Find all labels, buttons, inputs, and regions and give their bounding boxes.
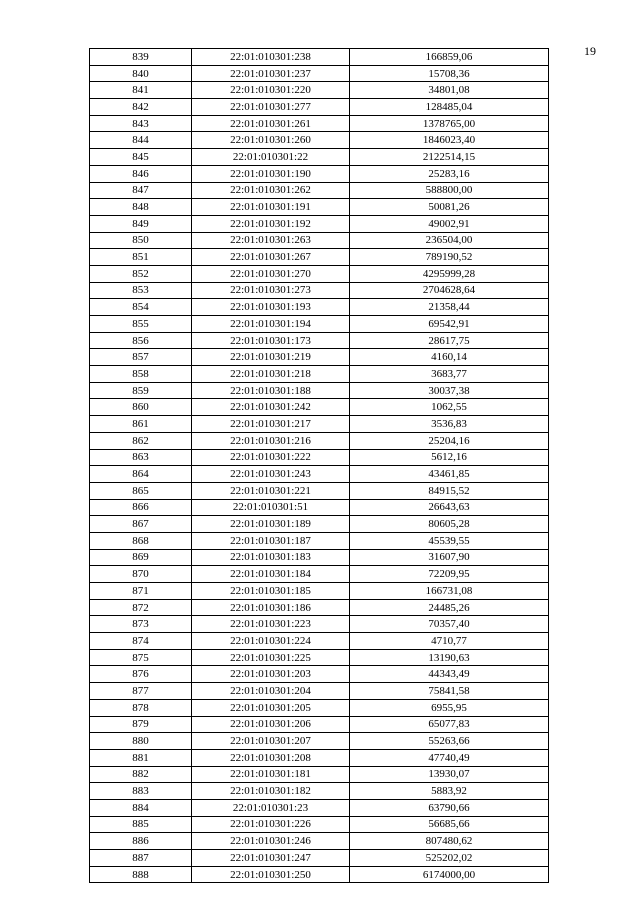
cadastral-number-cell: 22:01:010301:188 <box>192 382 350 399</box>
cadastral-number-cell: 22:01:010301:262 <box>192 182 350 199</box>
row-number-cell: 849 <box>90 215 192 232</box>
table-row <box>90 149 549 166</box>
cadastral-number-cell: 22:01:010301:273 <box>192 282 350 299</box>
table-row <box>90 332 549 349</box>
table-row <box>90 532 549 549</box>
cadastral-number-cell: 22:01:010301:237 <box>192 65 350 82</box>
row-number-cell: 852 <box>90 265 192 282</box>
row-number-cell: 854 <box>90 299 192 316</box>
row-number-cell: 855 <box>90 316 192 333</box>
table-row <box>90 482 549 499</box>
cadastral-value-cell: 75841,58 <box>350 683 549 700</box>
row-number-cell: 863 <box>90 449 192 466</box>
cadastral-value-cell: 128485,04 <box>350 99 549 116</box>
cadastral-number-cell: 22:01:010301:220 <box>192 82 350 99</box>
row-number-cell: 879 <box>90 716 192 733</box>
cadastral-number-cell: 22:01:010301:183 <box>192 549 350 566</box>
cadastral-value-cell: 166731,08 <box>350 583 549 600</box>
cadastral-value-cell: 5612,16 <box>350 449 549 466</box>
row-number-cell: 864 <box>90 466 192 483</box>
cadastral-number-cell: 22:01:010301:217 <box>192 416 350 433</box>
table-row <box>90 666 549 683</box>
cadastral-value-cell: 72209,95 <box>350 566 549 583</box>
cadastral-number-cell: 22:01:010301:242 <box>192 399 350 416</box>
cadastral-value-cell: 25283,16 <box>350 165 549 182</box>
table-row <box>90 733 549 750</box>
table-row <box>90 349 549 366</box>
row-number-cell: 851 <box>90 249 192 266</box>
cadastral-value-cell: 4160,14 <box>350 349 549 366</box>
cadastral-number-cell: 22:01:010301:243 <box>192 466 350 483</box>
table-row <box>90 399 549 416</box>
row-number-cell: 839 <box>90 49 192 66</box>
cadastral-value-cell: 2122514,15 <box>350 149 549 166</box>
row-number-cell: 868 <box>90 532 192 549</box>
table-row <box>90 366 549 383</box>
cadastral-number-cell: 22:01:010301:185 <box>192 583 350 600</box>
cadastral-value-cell: 13930,07 <box>350 766 549 783</box>
table-row <box>90 199 549 216</box>
table-row <box>90 99 549 116</box>
cadastral-value-cell: 3683,77 <box>350 366 549 383</box>
cadastral-number-cell: 22:01:010301:187 <box>192 532 350 549</box>
cadastral-number-cell: 22:01:010301:190 <box>192 165 350 182</box>
row-number-cell: 874 <box>90 633 192 650</box>
row-number-cell: 850 <box>90 232 192 249</box>
table-row <box>90 382 549 399</box>
row-number-cell: 880 <box>90 733 192 750</box>
cadastral-number-cell: 22:01:010301:246 <box>192 833 350 850</box>
cadastral-number-cell: 22:01:010301:225 <box>192 649 350 666</box>
cadastral-number-cell: 22:01:010301:267 <box>192 249 350 266</box>
cadastral-number-cell: 22:01:010301:194 <box>192 316 350 333</box>
cadastral-number-cell: 22:01:010301:277 <box>192 99 350 116</box>
cadastral-number-cell: 22:01:010301:226 <box>192 816 350 833</box>
cadastral-number-cell: 22:01:010301:208 <box>192 749 350 766</box>
table-row <box>90 249 549 266</box>
row-number-cell: 871 <box>90 583 192 600</box>
cadastral-number-cell: 22:01:010301:182 <box>192 783 350 800</box>
row-number-cell: 858 <box>90 366 192 383</box>
cadastral-value-cell: 1062,55 <box>350 399 549 416</box>
cadastral-value-cell: 807480,62 <box>350 833 549 850</box>
table-row <box>90 282 549 299</box>
cadastral-number-cell: 22:01:010301:247 <box>192 850 350 867</box>
cadastral-value-cell: 2704628,64 <box>350 282 549 299</box>
cadastral-number-cell: 22:01:010301:238 <box>192 49 350 66</box>
table-row <box>90 633 549 650</box>
cadastral-value-cell: 4295999,28 <box>350 265 549 282</box>
row-number-cell: 881 <box>90 749 192 766</box>
row-number-cell: 844 <box>90 132 192 149</box>
row-number-cell: 847 <box>90 182 192 199</box>
table-row <box>90 549 549 566</box>
table-row <box>90 499 549 516</box>
row-number-cell: 884 <box>90 799 192 816</box>
table-row <box>90 850 549 867</box>
cadastral-number-cell: 22:01:010301:186 <box>192 599 350 616</box>
cadastral-value-cell: 1378765,00 <box>350 115 549 132</box>
cadastral-value-cell: 69542,91 <box>350 316 549 333</box>
cadastral-value-cell: 26643,63 <box>350 499 549 516</box>
row-number-cell: 857 <box>90 349 192 366</box>
cadastral-number-cell: 22:01:010301:250 <box>192 866 350 883</box>
cadastral-value-cell: 6955,95 <box>350 699 549 716</box>
row-number-cell: 848 <box>90 199 192 216</box>
table-row <box>90 299 549 316</box>
table-row <box>90 432 549 449</box>
cadastral-value-cell: 28617,75 <box>350 332 549 349</box>
table-row <box>90 182 549 199</box>
cadastral-value-cell: 166859,06 <box>350 49 549 66</box>
cadastral-number-cell: 22:01:010301:192 <box>192 215 350 232</box>
table-row <box>90 683 549 700</box>
cadastral-value-cell: 50081,26 <box>350 199 549 216</box>
table-row <box>90 766 549 783</box>
cadastral-value-cell: 45539,55 <box>350 532 549 549</box>
row-number-cell: 853 <box>90 282 192 299</box>
table-row <box>90 866 549 883</box>
table-row <box>90 699 549 716</box>
cadastral-number-cell: 22:01:010301:263 <box>192 232 350 249</box>
row-number-cell: 870 <box>90 566 192 583</box>
table-row <box>90 816 549 833</box>
cadastral-number-cell: 22:01:010301:184 <box>192 566 350 583</box>
cadastral-value-cell: 25204,16 <box>350 432 549 449</box>
row-number-cell: 846 <box>90 165 192 182</box>
table-row <box>90 649 549 666</box>
cadastral-number-cell: 22:01:010301:191 <box>192 199 350 216</box>
row-number-cell: 872 <box>90 599 192 616</box>
cadastral-value-cell: 24485,26 <box>350 599 549 616</box>
table-row <box>90 132 549 149</box>
cadastral-value-cell: 3536,83 <box>350 416 549 433</box>
table-row <box>90 799 549 816</box>
table-row <box>90 716 549 733</box>
row-number-cell: 887 <box>90 850 192 867</box>
row-number-cell: 866 <box>90 499 192 516</box>
cadastral-number-cell: 22:01:010301:261 <box>192 115 350 132</box>
row-number-cell: 886 <box>90 833 192 850</box>
row-number-cell: 845 <box>90 149 192 166</box>
cadastral-value-cell: 789190,52 <box>350 249 549 266</box>
cadastral-value-cell: 34801,08 <box>350 82 549 99</box>
table-row <box>90 65 549 82</box>
row-number-cell: 856 <box>90 332 192 349</box>
cadastral-value-cell: 84915,52 <box>350 482 549 499</box>
row-number-cell: 861 <box>90 416 192 433</box>
table-row <box>90 265 549 282</box>
table-row <box>90 516 549 533</box>
table-row <box>90 49 549 66</box>
cadastral-value-cell: 13190,63 <box>350 649 549 666</box>
cadastral-value-cell: 588800,00 <box>350 182 549 199</box>
table-row <box>90 833 549 850</box>
cadastral-value-cell: 44343,49 <box>350 666 549 683</box>
row-number-cell: 862 <box>90 432 192 449</box>
row-number-cell: 883 <box>90 783 192 800</box>
cadastral-value-cell: 65077,83 <box>350 716 549 733</box>
table-row <box>90 566 549 583</box>
table-row <box>90 783 549 800</box>
row-number-cell: 877 <box>90 683 192 700</box>
cadastral-number-cell: 22:01:010301:221 <box>192 482 350 499</box>
table-body <box>90 49 549 883</box>
cadastral-number-cell: 22:01:010301:206 <box>192 716 350 733</box>
row-number-cell: 873 <box>90 616 192 633</box>
page-number: 19 <box>584 44 596 58</box>
cadastral-number-cell: 22:01:010301:219 <box>192 349 350 366</box>
row-number-cell: 865 <box>90 482 192 499</box>
row-number-cell: 860 <box>90 399 192 416</box>
cadastral-number-cell: 22:01:010301:193 <box>192 299 350 316</box>
cadastral-number-cell: 22:01:010301:222 <box>192 449 350 466</box>
table-row <box>90 165 549 182</box>
cadastral-number-cell: 22:01:010301:223 <box>192 616 350 633</box>
cadastral-value-table <box>89 48 549 883</box>
cadastral-value-cell: 31607,90 <box>350 549 549 566</box>
cadastral-value-cell: 1846023,40 <box>350 132 549 149</box>
cadastral-value-cell: 15708,36 <box>350 65 549 82</box>
table-row <box>90 115 549 132</box>
row-number-cell: 888 <box>90 866 192 883</box>
cadastral-number-cell: 22:01:010301:260 <box>192 132 350 149</box>
cadastral-number-cell: 22:01:010301:51 <box>192 499 350 516</box>
cadastral-number-cell: 22:01:010301:22 <box>192 149 350 166</box>
row-number-cell: 843 <box>90 115 192 132</box>
cadastral-number-cell: 22:01:010301:189 <box>192 516 350 533</box>
cadastral-value-cell: 80605,28 <box>350 516 549 533</box>
cadastral-number-cell: 22:01:010301:181 <box>192 766 350 783</box>
cadastral-value-cell: 49002,91 <box>350 215 549 232</box>
cadastral-value-cell: 56685,66 <box>350 816 549 833</box>
table-row <box>90 215 549 232</box>
cadastral-value-cell: 63790,66 <box>350 799 549 816</box>
cadastral-number-cell: 22:01:010301:23 <box>192 799 350 816</box>
cadastral-number-cell: 22:01:010301:203 <box>192 666 350 683</box>
table-row <box>90 583 549 600</box>
row-number-cell: 882 <box>90 766 192 783</box>
cadastral-number-cell: 22:01:010301:218 <box>192 366 350 383</box>
row-number-cell: 842 <box>90 99 192 116</box>
row-number-cell: 876 <box>90 666 192 683</box>
table-row <box>90 749 549 766</box>
cadastral-value-cell: 4710,77 <box>350 633 549 650</box>
table-row <box>90 316 549 333</box>
table-row <box>90 466 549 483</box>
cadastral-value-cell: 43461,85 <box>350 466 549 483</box>
cadastral-value-cell: 21358,44 <box>350 299 549 316</box>
table-row <box>90 82 549 99</box>
cadastral-value-cell: 5883,92 <box>350 783 549 800</box>
cadastral-value-cell: 236504,00 <box>350 232 549 249</box>
row-number-cell: 878 <box>90 699 192 716</box>
cadastral-number-cell: 22:01:010301:207 <box>192 733 350 750</box>
cadastral-value-cell: 525202,02 <box>350 850 549 867</box>
table-row <box>90 616 549 633</box>
row-number-cell: 875 <box>90 649 192 666</box>
cadastral-number-cell: 22:01:010301:216 <box>192 432 350 449</box>
row-number-cell: 841 <box>90 82 192 99</box>
table-row <box>90 599 549 616</box>
cadastral-value-cell: 55263,66 <box>350 733 549 750</box>
row-number-cell: 867 <box>90 516 192 533</box>
cadastral-value-cell: 30037,38 <box>350 382 549 399</box>
table-row <box>90 416 549 433</box>
table-row <box>90 449 549 466</box>
cadastral-number-cell: 22:01:010301:205 <box>192 699 350 716</box>
cadastral-number-cell: 22:01:010301:270 <box>192 265 350 282</box>
cadastral-number-cell: 22:01:010301:224 <box>192 633 350 650</box>
cadastral-value-cell: 6174000,00 <box>350 866 549 883</box>
cadastral-number-cell: 22:01:010301:173 <box>192 332 350 349</box>
cadastral-value-cell: 47740,49 <box>350 749 549 766</box>
table-row <box>90 232 549 249</box>
cadastral-number-cell: 22:01:010301:204 <box>192 683 350 700</box>
cadastral-value-cell: 70357,40 <box>350 616 549 633</box>
row-number-cell: 885 <box>90 816 192 833</box>
row-number-cell: 859 <box>90 382 192 399</box>
row-number-cell: 869 <box>90 549 192 566</box>
row-number-cell: 840 <box>90 65 192 82</box>
